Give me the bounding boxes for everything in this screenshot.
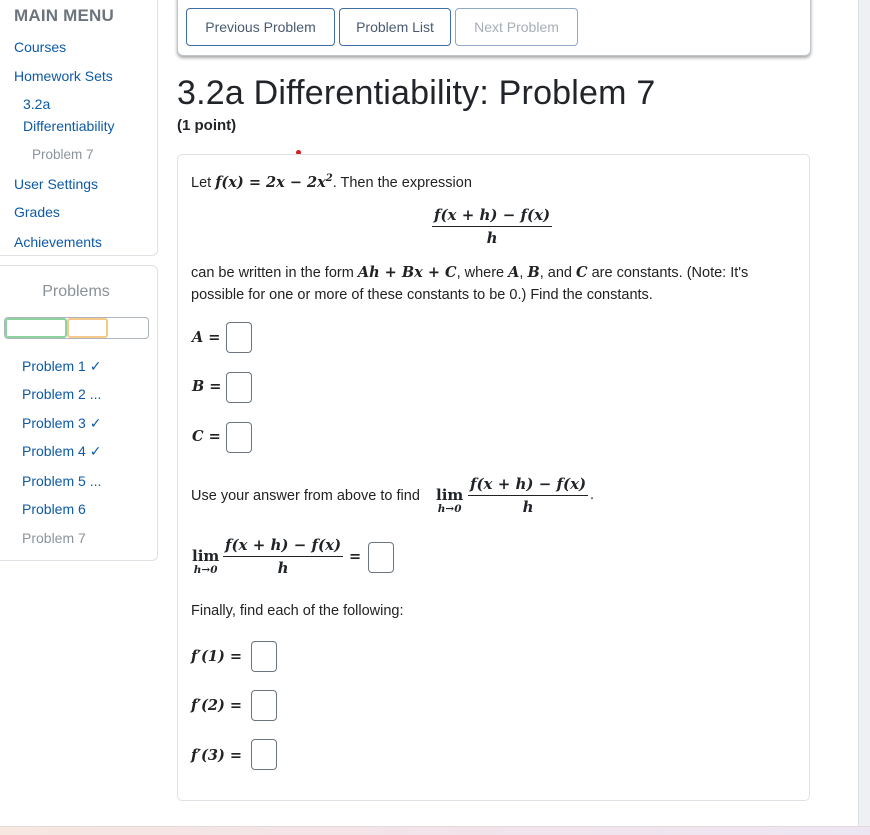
lim-subscript-2: h→0 [193,564,218,576]
label-c: C = [192,428,221,445]
difference-quotient-inline [468,475,588,516]
nav-courses[interactable]: Courses [14,39,67,55]
problems-panel [0,265,158,561]
problem-link-1[interactable]: Problem 1 ✓ [22,358,102,374]
nav-user-settings[interactable]: User Settings [14,176,99,192]
problem-link-7[interactable]: Problem 7 [22,530,86,546]
problem-card [177,154,810,801]
label-a: A = [192,329,221,346]
problem-nav-bar [177,0,811,56]
form-text-line1 [191,264,748,281]
previous-problem-button[interactable]: Previous Problem [186,8,335,46]
nav-set-name-line1[interactable]: 3.2a [23,96,51,112]
problem-list-button[interactable]: Problem List [339,8,451,46]
form-text-line2: possible for one or more of these constants to be 0.) Find the constants. [191,287,653,303]
bottom-edge [0,826,870,835]
problem-link-6[interactable]: Problem 6 [22,501,86,517]
dq-limit-numerator: f(x + h) − f(x) [223,536,343,557]
form-text-a: can be written in the form [191,265,358,281]
progress-correct-segment [5,318,67,338]
problems-title: Problems [42,283,110,300]
points-label: (1 point) [177,117,237,134]
problem-link-4[interactable]: Problem 4 ✓ [22,443,102,459]
period: . [590,487,595,503]
var-c: C [576,264,588,281]
lim-word: lim [436,486,464,504]
label-fprime-2: f′(2) = [191,697,243,714]
problem-link-2[interactable]: Problem 2 ... [22,386,102,402]
dq-denominator: h [486,229,498,247]
difference-quotient [432,206,552,247]
problem-link-5[interactable]: Problem 5 ... [22,473,102,489]
function-exponent: 2 [325,173,333,184]
var-a: A [508,264,520,281]
dq-inline-denominator: h [522,498,534,516]
answer-input-b[interactable] [226,372,252,403]
let-text: Let [191,174,216,191]
comma: , [519,265,528,281]
answer-input-a[interactable] [226,322,252,353]
finally-text: Finally, find each of the following: [191,603,404,619]
label-fprime-1: f′(1) = [191,648,243,665]
limit-operator [192,548,219,576]
nav-grades[interactable]: Grades [14,204,60,220]
form-expression: Ah + Bx + C [357,264,457,281]
limit-equals: = [349,548,362,565]
nav-achievements[interactable]: Achievements [14,234,102,250]
answer-input-fprime-1[interactable] [251,641,277,672]
progress-partial-segment [67,318,108,338]
answer-input-limit[interactable] [368,542,394,573]
form-text-c: are constants. (Note: It's [587,265,749,281]
function-expression: f(x) = 2x − 2x [215,173,326,191]
function-definition [215,174,333,191]
nav-homework-sets[interactable]: Homework Sets [14,68,113,84]
dq-limit-denominator: h [277,559,289,577]
nav-set-name-line2[interactable]: Differentiability [23,118,115,134]
main-menu [0,0,158,256]
next-problem-button[interactable]: Next Problem [455,8,578,46]
var-b: B [527,264,540,281]
then-text: . Then the expression [332,174,472,191]
problem-statement [191,173,472,191]
form-text-b: , where [456,265,509,281]
problem-link-3[interactable]: Problem 3 ✓ [22,415,102,431]
dq-numerator: f(x + h) − f(x) [432,206,552,227]
and-text: , and [539,265,577,281]
lim-subscript: h→0 [437,503,462,515]
progress-bar [4,317,149,339]
use-answer-text: Use your answer from above to find [191,488,420,504]
answer-input-fprime-2[interactable] [251,690,277,721]
label-fprime-3: f′(3) = [191,747,243,764]
difference-quotient-limit [223,536,343,577]
label-b: B = [192,378,222,395]
nav-current-problem[interactable]: Problem 7 [32,147,94,162]
lim-word-2: lim [192,547,220,565]
answer-input-fprime-3[interactable] [251,739,277,770]
answer-input-c[interactable] [226,422,252,453]
main-menu-title: MAIN MENU [14,6,115,25]
scrollbar[interactable] [858,0,870,835]
page-title: 3.2a Differentiability: Problem 7 [177,74,656,112]
limit-operator-inline [436,487,463,515]
dq-inline-numerator: f(x + h) − f(x) [468,475,588,496]
